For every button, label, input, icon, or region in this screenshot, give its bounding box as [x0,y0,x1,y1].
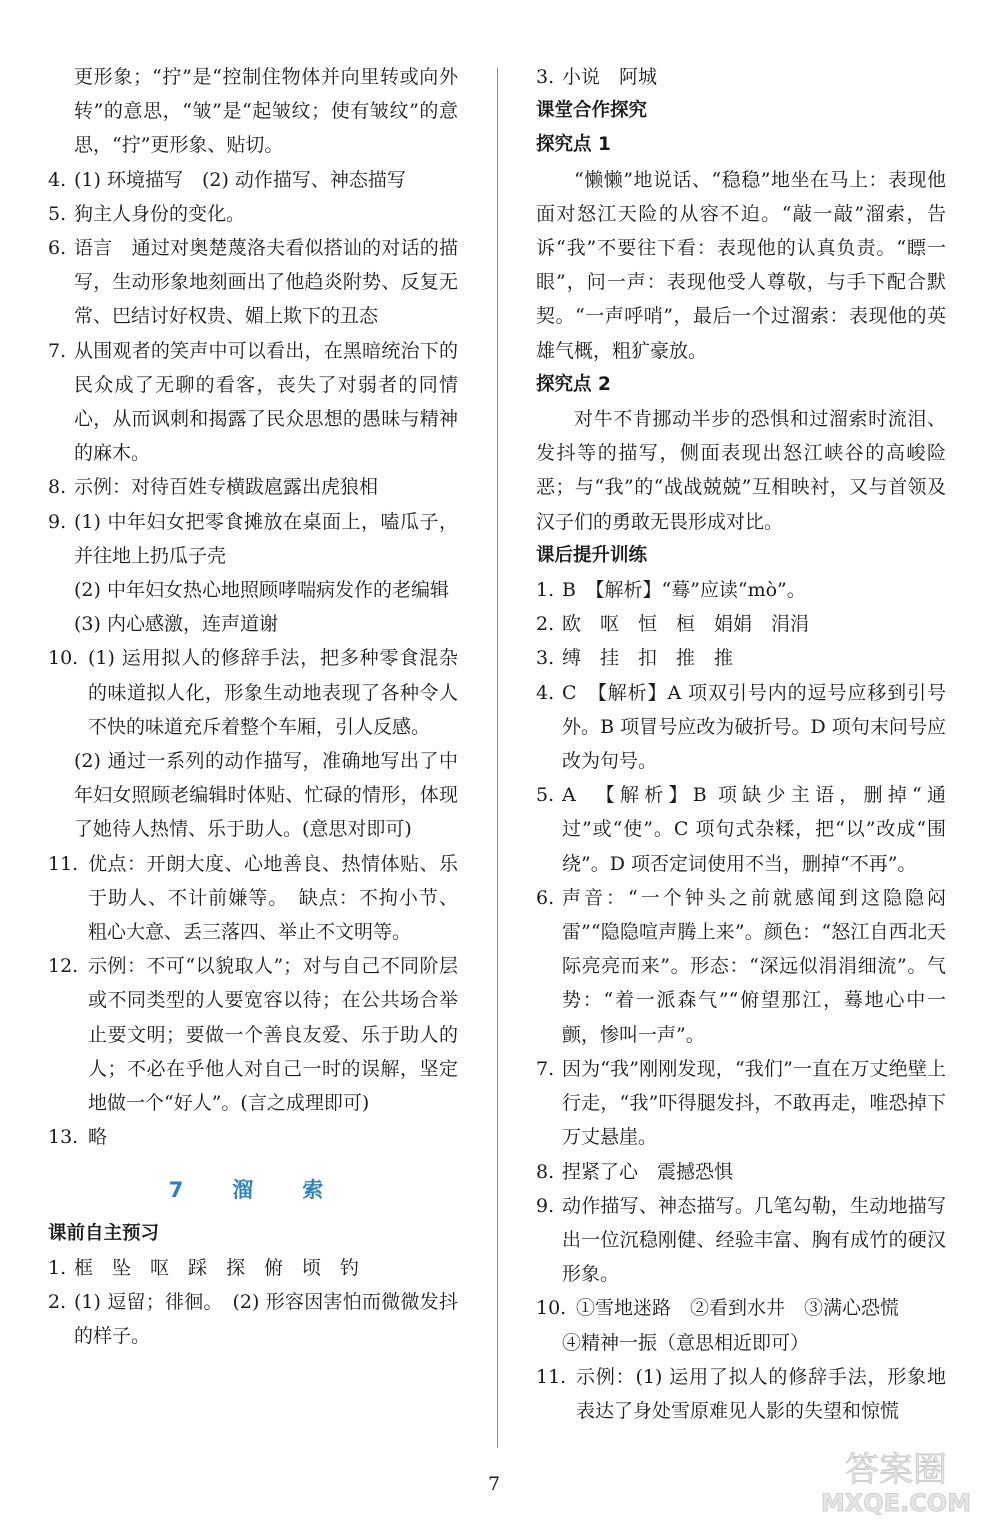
item-number: 1. [48,1256,67,1279]
answer-item [48,231,458,334]
answer-item [48,470,458,504]
item-number: 4. [48,168,67,191]
item-text: 动作描写、神态描写。几笔勾勒，生动地描写出一位沉稳刚健、经验丰富、胸有成竹的硬汉形象。 [562,1194,946,1286]
item-text: 框 坠 呕 踩 探 俯 顷 钓 [74,1256,360,1279]
answer-item [48,163,458,197]
section-heading: 探究点 2 [536,373,611,395]
page-number: 7 [488,1473,501,1495]
item-text: B 【解析】“蓦”应读“mò”。 [562,579,806,602]
item-text: 捏紧了心 震撼恐惧 [562,1160,734,1183]
left-column [48,60,458,1354]
item-text: (1) 环境描写 (2) 动作描写、神态描写 [74,168,406,191]
right-column [536,60,946,1428]
answer-paragraph: “懒懒”地说话、“稳稳”地坐在马上：表现他面对怒江天险的从容不迫。“敲一敲”溜索，告诉“我”不要往下看：表现他的认真负责。“瞟一眼”，问一声：表现他受人尊敬，与手下配合默契。“一声呼哨”，最后一个过溜索：表现他的英雄气概，粗犷豪放。 [536,168,946,362]
answer-continuation: ④精神一振（意思相近即可） [562,1331,810,1354]
answer-item [48,641,458,744]
answer-item [536,1291,946,1325]
item-number: 10. [48,647,79,670]
section-heading: 课堂合作探究 [536,100,648,122]
item-number: 9. [536,1194,555,1217]
item-text: 示例：对待百姓专横跋扈露出虎狼相 [74,476,379,499]
answer-item [48,1285,458,1353]
item-text: (1) 运用拟人的修辞手法，把多种零食混杂的味道拟人化，形象生动地表现了各种令人不快的味道充斥着整个车厢，引人反感。 [88,647,458,738]
item-number: 7. [48,339,67,362]
section-heading: 课后提升训练 [536,544,648,566]
item-number: 2. [536,613,555,636]
answer-continuation: (2) 通过一系列的动作描写，准确地写出了中年妇女照顾老编辑时体贴、忙碌的情形，体现了她待人热情、乐于助人。(意思对即可) [74,750,458,841]
item-text: 缚 挂 扣 推 推 [562,647,734,670]
answer-continuation: 更形象；“拧”是“控制住物体并向里转或向外转”的意思，“皱”是“起皱纹；使有皱纹”的意思，“拧”更形象、贴切。 [74,66,458,157]
watermark-subtext: MXQE.COM [820,1489,972,1517]
answer-item [536,641,946,675]
item-text: 声音：“一个钟头之前就感闻到这隐隐闷雷”“隐隐喧声腾上来”。颜色：“怒江自西北天际亮亮而来”。形态：“深远似涓涓细流”。气势：“着一派森气”“俯望那江，蓦地心中一颤，惨叫一声”。 [562,886,946,1046]
answer-item [536,573,946,607]
item-text: (1) 中年妇女把零食摊放在桌面上，嗑瓜子，并往地上扔瓜子壳 [74,510,458,567]
item-number: 9. [48,510,67,533]
item-number: 8. [536,1160,555,1183]
answer-continuation: (3) 内心感激，连声道谢 [74,613,278,636]
column-divider [497,68,498,1448]
item-number: 11. [536,1365,567,1388]
item-text: 示例：(1) 运用了拟人的修辞手法，形象地表达了身处雪原难见人影的失望和惊慌 [576,1365,946,1422]
item-number: 10. [536,1297,567,1320]
answer-item [48,949,458,1120]
answer-item [48,847,458,950]
item-number: 12. [48,955,79,978]
item-number: 8. [48,476,67,499]
item-text: 示例：不可“以貌取人”；对与自己不同阶层或不同类型的人要宽容以待；在公共场合举止要文明；要做一个善良友爱、乐于助人的人；不必在乎他人对自己一时的误解，坚定地做一个“好人”。(言之成理即可) [88,955,458,1115]
answer-item [536,778,946,881]
item-number: 3. [536,647,555,670]
item-text: 欧 呕 恒 桓 娟娟 涓涓 [562,613,810,636]
answer-item [48,1251,458,1285]
answer-paragraph: 对牛不肯挪动半步的恐惧和过溜索时流泪、发抖等的描写，侧面表现出怒江峡谷的高峻险恶；与“我”的“战战兢兢”互相映衬，又与首领及汉子们的勇敢无畏形成对比。 [536,408,946,533]
item-number: 13. [48,1126,79,1149]
item-number: 6. [536,886,555,909]
answer-item [48,505,458,573]
answer-item [536,1155,946,1189]
section-heading: 课前自主预习 [48,1222,160,1244]
item-text: A 【解析】B 项缺少主语，删掉“通过”或“使”。C 项句式杂糅，把“以”改成“围绕”。D 项否定词使用不当，删掉“不再”。 [562,784,946,875]
item-number: 1. [536,579,555,602]
answer-item [536,881,946,1052]
answer-item [48,197,458,231]
lesson-title: 7 溜 索 [168,1177,338,1202]
watermark-text: 答案圈 [845,1450,947,1490]
item-number: 3. [536,66,555,88]
item-number: 2. [48,1291,67,1314]
item-text: 从围观者的笑声中可以看出，在黑暗统治下的民众成了无聊的看客，丧失了对弱者的同情心，从而讽刺和揭露了民众思想的愚昧与精神的麻木。 [74,339,458,465]
answer-continuation: (2) 中年妇女热心地照顾哮喘病发作的老编辑 [74,579,449,602]
item-text: C 【解析】A 项双引号内的逗号应移到引号外。B 项冒号应改为破折号。D 项句末问号应改为句号。 [562,681,946,773]
item-text: (1) 逗留；徘徊。 (2) 形容因害怕而微微发抖的样子。 [74,1291,458,1348]
answer-item [48,334,458,471]
item-text: 因为“我”刚刚发现，“我们”一直在万丈绝壁上行走，“我”吓得腿发抖，不敢再走，唯恐掉下万丈悬崖。 [562,1057,946,1149]
item-text: 略 [88,1126,108,1149]
answer-item [536,1189,946,1292]
item-number: 5. [48,202,67,225]
item-number: 11. [48,852,79,875]
answer-item [536,676,946,779]
answer-item [536,607,946,641]
answer-item [536,1360,946,1428]
item-number: 4. [536,681,555,704]
answer-item [536,1052,946,1155]
item-text: 语言 通过对奥楚蔑洛夫看似搭讪的对话的描写，生动形象地刻画出了他趋炎附势、反复无常、巴结讨好权贵、媚上欺下的丑态 [74,237,458,328]
item-number: 5. [536,784,555,807]
item-text: 优点：开朗大度、心地善良、热情体贴、乐于助人、不计前嫌等。 缺点：不拘小节、粗心大意、丢三落四、举止不文明等。 [88,852,458,944]
answer-item [48,1120,458,1154]
watermark-logo [806,1439,986,1519]
item-text: ①雪地迷路 ②看到水井 ③满心恐慌 [576,1297,900,1320]
item-number: 6. [48,237,67,260]
item-number: 7. [536,1057,555,1080]
answer-item [536,60,946,94]
item-text: 狗主人身份的变化。 [74,202,246,225]
item-text: 小说 阿城 [562,66,658,88]
section-heading: 探究点 1 [536,134,611,156]
